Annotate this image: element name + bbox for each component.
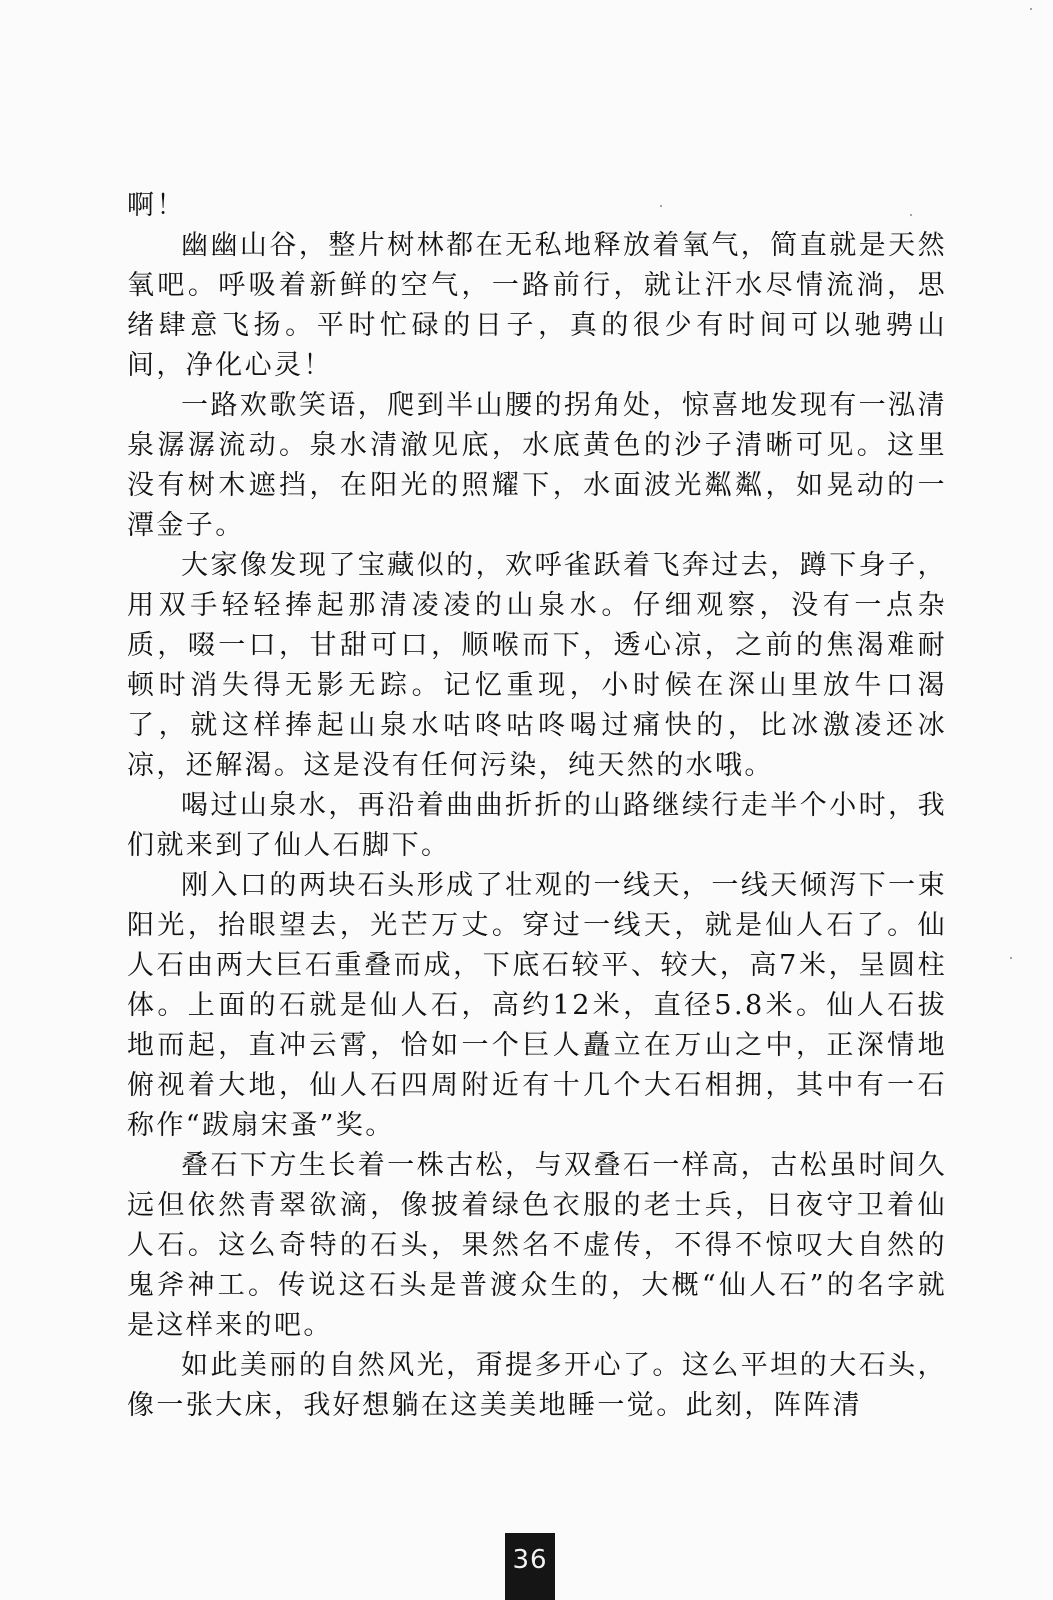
paragraph-2: 幽幽山谷，整片树林都在无私地释放着氧气，简直就是天然氧吧。呼吸着新鲜的空气，一路前行，就让汗水尽情流淌，思绪肆意飞扬。平时忙碌的日子，真的很少有时间可以驰骋山间，净化心灵！ — [127, 230, 947, 381]
paragraph-5: 喝过山泉水，再沿着曲曲折折的山路继续行走半个小时，我们就来到了仙人石脚下。 — [127, 790, 947, 861]
paragraph-4: 大家像发现了宝藏似的，欢呼雀跃着飞奔过去，蹲下身子，用双手轻轻捧起那清凌凌的山泉水。仔细观察，没有一点杂质，啜一口，甘甜可口，顺喉而下，透心凉，之前的焦渴难耐顿时消失得无影无踪。记忆重现，小时候在深山里放牛口渴了，就这样捧起山泉水咕咚咕咚喝过痛快的，比冰激凌还冰凉，还解渴。这是没有任何污染，纯天然的水哦。 — [127, 550, 947, 781]
paragraph-8: 如此美丽的自然风光，甭提多开心了。这么平坦的大石头，像一张大床，我好想躺在这美美地睡一觉。此刻，阵阵清 — [127, 1350, 947, 1421]
scan-speck — [910, 214, 912, 216]
paragraph-1: 啊！ — [127, 190, 186, 221]
scan-speck — [1030, 8, 1032, 10]
scan-speck — [1010, 957, 1012, 959]
paragraph-6: 刚入口的两块石头形成了壮观的一线天，一线天倾泻下一束阳光，抬眼望去，光芒万丈。穿过一线天，就是仙人石了。仙人石由两大巨石重叠而成，下底石较平、较大，高7米，呈圆柱体。上面的石就是仙人石，高约12米，直径5.8米。仙人石拔地而起，直冲云霄，恰如一个巨人矗立在万山之中，正深情地俯视着大地，仙人石四周附近有十几个大石相拥，其中有一石称作“跋扇宋蚤”奖。 — [127, 870, 947, 1141]
body-text — [127, 186, 947, 1426]
paragraph-7: 叠石下方生长着一株古松，与双叠石一样高，古松虽时间久远但依然青翠欲滴，像披着绿色衣服的老士兵，日夜守卫着仙人石。这么奇特的石头，果然名不虚传，不得不惊叹大自然的鬼斧神工。传说这石头是普渡众生的，大概“仙人石”的名字就是这样来的吧。 — [127, 1150, 947, 1341]
page-number: 36 — [505, 1533, 555, 1600]
paragraph-3: 一路欢歌笑语，爬到半山腰的拐角处，惊喜地发现有一泓清泉潺潺流动。泉水清澈见底，水底黄色的沙子清晰可见。这里没有树木遮挡，在阳光的照耀下，水面波光粼粼，如晃动的一潭金子。 — [127, 390, 947, 541]
scan-speck — [660, 205, 662, 207]
